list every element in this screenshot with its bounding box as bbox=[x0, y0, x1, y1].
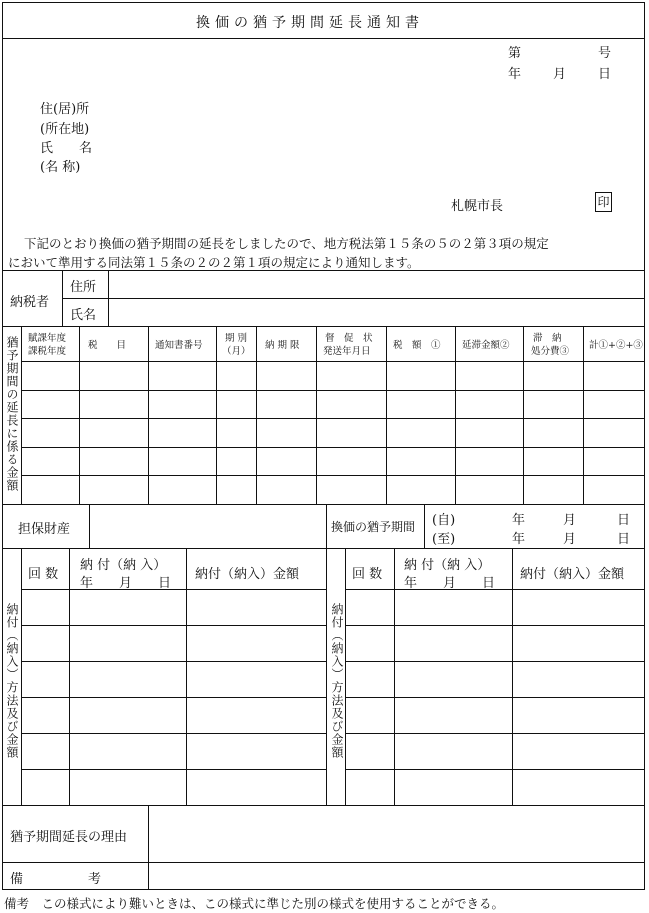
header-total: 計①+②+③ bbox=[589, 340, 643, 351]
payment-row-line bbox=[21, 589, 326, 590]
seal-mark: 印 bbox=[595, 192, 612, 212]
taxpayer-address-label: 住所 bbox=[70, 280, 97, 295]
tax-row-line bbox=[21, 390, 645, 391]
payment-mid-divider bbox=[326, 548, 327, 805]
payment-row-line bbox=[21, 733, 326, 734]
payment-left-side-label: 納付（納入）方法及び金額 bbox=[5, 603, 19, 759]
title-divider bbox=[2, 38, 645, 39]
tax-table-col bbox=[455, 326, 456, 504]
taxpayer-top-line bbox=[2, 270, 645, 271]
tax-table-col bbox=[21, 326, 22, 504]
reason-divider bbox=[148, 805, 149, 890]
tax-row-line bbox=[21, 418, 645, 419]
header-deadline: 納 期 限 bbox=[265, 340, 300, 351]
suspension-divider bbox=[326, 504, 327, 548]
tax-table-col bbox=[386, 326, 387, 504]
doc-number-dai: 第 bbox=[508, 46, 522, 61]
payment-right-amount: 納付（納入）金額 bbox=[520, 567, 625, 582]
header-year1: 賦課年度 bbox=[28, 333, 67, 344]
date-month: 月 bbox=[553, 67, 567, 82]
taxpayer-name-label: 氏名 bbox=[70, 308, 97, 323]
header-arrears2: 処分費③ bbox=[531, 346, 570, 357]
tax-table-col bbox=[216, 326, 217, 504]
recipient-corp-name-label: (名 称) bbox=[40, 160, 81, 175]
tax-row-line bbox=[21, 447, 645, 448]
taxpayer-mid-line bbox=[62, 298, 645, 299]
tax-table-col bbox=[523, 326, 524, 504]
payment-row-line bbox=[345, 589, 645, 590]
header-period2: （月） bbox=[222, 346, 251, 357]
form-title: 換価の猶予期間延長通知書 bbox=[196, 15, 424, 31]
footnote: 備考 この様式により難いときは、この様式に準じた別の様式を使用することができる。 bbox=[4, 896, 505, 911]
header-year2: 課税年度 bbox=[28, 346, 67, 357]
payment-right-date: 納 付（納 入） bbox=[404, 558, 491, 573]
suspension-label: 換価の猶予期間 bbox=[331, 520, 416, 534]
payment-right-side-label: 納付（納入）方法及び金額 bbox=[330, 603, 344, 759]
suspension-to-day: 日 bbox=[617, 532, 631, 547]
payment-row-line bbox=[21, 625, 326, 626]
suspension-from: (自) bbox=[432, 513, 456, 528]
suspension-to: (至) bbox=[432, 532, 456, 547]
payment-right-date-sub: 年 月 日 bbox=[404, 576, 496, 591]
tax-row-line bbox=[21, 475, 645, 476]
header-tax-item: 税 目 bbox=[88, 340, 127, 351]
payment-left-date-sub: 年 月 日 bbox=[80, 576, 172, 591]
tax-table-side-label: 猶予期間の延長に係る金額 bbox=[5, 336, 19, 492]
payment-right-col bbox=[512, 548, 513, 805]
recipient-name-label: 氏 名 bbox=[40, 141, 93, 156]
recipient-address-label: 住(居)所 bbox=[40, 102, 90, 117]
payment-left-col bbox=[186, 548, 187, 805]
form-frame bbox=[2, 2, 645, 890]
collateral-divider bbox=[89, 504, 90, 548]
payment-row-line bbox=[345, 661, 645, 662]
suspension-from-month: 月 bbox=[563, 513, 577, 528]
payment-left-col bbox=[69, 548, 70, 805]
suspension-to-year: 年 bbox=[512, 532, 526, 547]
remarks-label: 備 考 bbox=[10, 872, 102, 887]
payment-left-count: 回 数 bbox=[28, 567, 59, 582]
tax-table-col bbox=[256, 326, 257, 504]
payment-right-count: 回 数 bbox=[352, 567, 383, 582]
payment-top-line bbox=[2, 548, 645, 549]
remarks-top-line bbox=[2, 862, 645, 863]
reason-top-line bbox=[2, 805, 645, 806]
suspension-divider2 bbox=[424, 504, 425, 548]
tax-table-col bbox=[316, 326, 317, 504]
header-late-fee: 延滞金額② bbox=[462, 340, 510, 351]
payment-row-line bbox=[345, 769, 645, 770]
body-text-line1: 下記のとおり換価の猶予期間の延長をしましたので、地方税法第１５条の５の２第３項の規定 bbox=[24, 236, 549, 251]
tax-row-line bbox=[21, 361, 645, 362]
suspension-from-year: 年 bbox=[512, 513, 526, 528]
suspension-to-month: 月 bbox=[563, 532, 577, 547]
collateral-top-line bbox=[2, 504, 645, 505]
payment-left-col bbox=[21, 548, 22, 805]
payment-row-line bbox=[21, 661, 326, 662]
header-period1: 期 別 bbox=[225, 333, 248, 344]
payment-row-line bbox=[345, 733, 645, 734]
tax-table-col bbox=[583, 326, 584, 504]
payment-right-col bbox=[394, 548, 395, 805]
taxpayer-label: 納税者 bbox=[10, 295, 50, 310]
header-tax-amount: 税 額 ① bbox=[393, 340, 441, 351]
collateral-label: 担保財産 bbox=[18, 522, 71, 537]
header-arrears1: 滞 納 bbox=[533, 333, 562, 344]
header-demand2: 発送年月日 bbox=[323, 346, 371, 357]
date-day: 日 bbox=[598, 67, 612, 82]
tax-table-col bbox=[148, 326, 149, 504]
doc-number-go: 号 bbox=[598, 46, 612, 61]
tax-table-top bbox=[2, 326, 645, 327]
body-text-line2: において準用する同法第１５条の２の２第１項の規定により通知します。 bbox=[8, 255, 420, 270]
payment-row-line bbox=[345, 625, 645, 626]
reason-label: 猶予期間延長の理由 bbox=[10, 830, 128, 845]
header-notice-no: 通知書番号 bbox=[155, 340, 203, 351]
payment-row-line bbox=[345, 697, 645, 698]
recipient-location-label: (所在地) bbox=[40, 122, 90, 137]
header-demand1: 督 促 状 bbox=[325, 333, 373, 344]
suspension-from-day: 日 bbox=[617, 513, 631, 528]
payment-left-date: 納 付（納 入） bbox=[80, 558, 167, 573]
issuer-name: 札幌市長 bbox=[451, 199, 504, 214]
payment-row-line bbox=[21, 697, 326, 698]
payment-row-line bbox=[21, 769, 326, 770]
date-year: 年 bbox=[508, 67, 522, 82]
tax-table-col bbox=[79, 326, 80, 504]
payment-left-amount: 納付（納入）金額 bbox=[195, 567, 300, 582]
